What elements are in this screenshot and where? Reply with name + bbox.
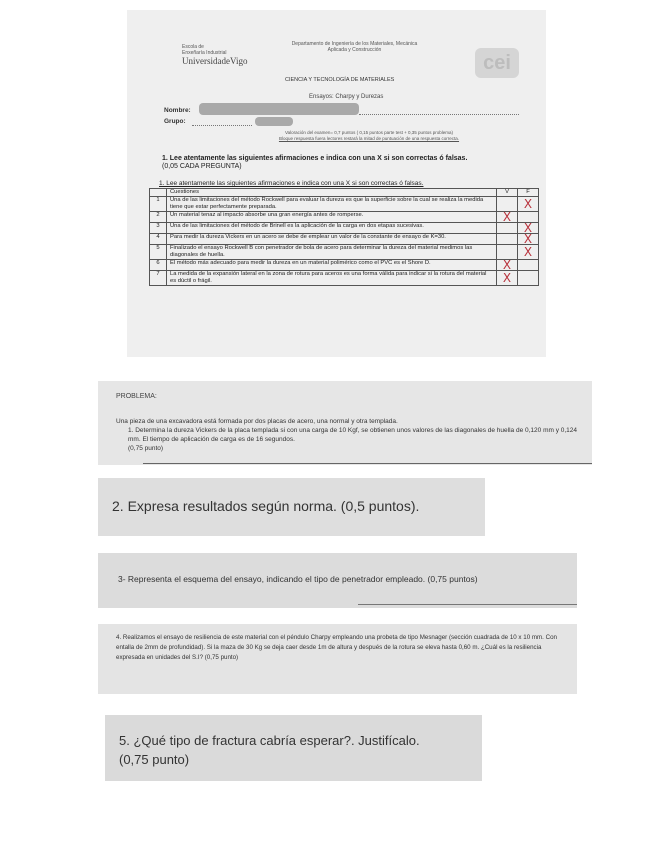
table-title: 1. Lee atentamente las siguientes afirmaciones e indica con una X si son correctas ó falsas.	[159, 180, 424, 187]
problem-item1	[128, 426, 588, 453]
table-row	[150, 197, 539, 212]
department-line2: Aplicada y Construcción	[327, 47, 382, 53]
row-statement: Finalizado el ensayo Rockwell B con penetrador de bola de acero para determinar la dureza del material medimos las diagonales de huella.	[167, 245, 497, 260]
problem-title: PROBLEMA:	[116, 393, 157, 400]
scoring-line2: Bloque respuesta fuera lectores restará la mitad de puntuación de una respuesta correcta.	[278, 135, 460, 141]
table-row	[150, 245, 539, 260]
name-line	[359, 114, 519, 115]
course-title: CIENCIA Y TECNOLOGÍA DE MATERIALES	[285, 77, 395, 83]
group-label: Grupo:	[164, 118, 186, 125]
question1-points: (0,05 CADA PREGUNTA)	[162, 163, 242, 170]
question5-line1: 5. ¿Qué tipo de fractura cabría esperar?. Justifícalo.	[119, 733, 420, 748]
cei-logo: cei	[475, 48, 519, 78]
table-row	[150, 260, 539, 271]
header-questions-cell: Cuestiones	[167, 189, 497, 197]
false-checkbox[interactable]: X	[518, 234, 539, 245]
question4-text: 4. Realizamos el ensayo de resiliencia de este material con el péndulo Charpy empleando una probeta de tipo Mesnager (sección cuadrada de 10 x 10 mm. Con entalla de 2mm de profundidad). Si la maza de 30 Kg se deja caer desde 1m de altura y después de la rotura se eleva hasta 0,60 m. ¿Cuál es la resiliencia expresada en unidades del S.I? (0,75 punto)	[116, 634, 557, 661]
row-statement: Un material tenaz al impacto absorbe una gran energía antes de romperse.	[167, 212, 497, 223]
question5-text	[119, 731, 420, 769]
school-logo-text	[182, 44, 252, 56]
row-number: 3	[150, 223, 167, 234]
true-checkbox[interactable]	[497, 234, 518, 245]
question5-line2: (0,75 punto)	[119, 752, 190, 767]
row-statement: Una de las limitaciones del método de Brinell es la aplicación de la carga en dos etapas sucesivas.	[167, 223, 497, 234]
scoring-note	[239, 130, 499, 141]
header-number-cell	[150, 189, 167, 197]
question3-text: 3- Representa el esquema del ensayo, indicando el tipo de penetrador empleado. (0,75 puntos)	[118, 574, 478, 584]
question4-card	[98, 624, 577, 694]
row-statement: El método más adecuado para medir la dureza en un material polimérico como el PVC es el Shore D.	[167, 260, 497, 271]
true-false-table	[149, 188, 539, 286]
row-number: 4	[150, 234, 167, 245]
false-checkbox[interactable]: X	[518, 223, 539, 234]
header-false-cell: F	[518, 189, 539, 197]
row-number: 5	[150, 245, 167, 260]
question2-text: 2. Expresa resultados según norma. (0,5 puntos).	[112, 498, 420, 514]
table-row	[150, 212, 539, 223]
scoring-line1: Valoración del examen= 0,7 puntos ( 0,15 puntos parte test + 0,35 puntos problema)	[284, 130, 454, 135]
true-checkbox[interactable]: X	[497, 260, 518, 271]
department-header	[272, 41, 437, 53]
question2-card	[98, 478, 485, 536]
table-row	[150, 223, 539, 234]
false-checkbox[interactable]	[518, 260, 539, 271]
question5-card	[105, 715, 482, 781]
separator-line	[143, 463, 592, 464]
row-statement: Una de las limitaciones del método Rockwell para evaluar la dureza es que la superficie sobre la cual se realiza la medida tiene que estar perfectamente preparada.	[167, 197, 497, 212]
question1-text: 1. Lee atentamente las siguientes afirmaciones e indica con una X si son correctas ó falsas.	[162, 155, 468, 162]
question1-instruction	[162, 155, 542, 171]
problem-card	[98, 381, 592, 465]
row-statement: La medida de la expansión lateral en la zona de rotura para aceros es una forma válida para indicar si la rotura del material es dúctil o frágil.	[167, 271, 497, 286]
redacted-group	[255, 117, 293, 126]
problem-item1-text: 1. Determina la dureza Vickers de la placa templada si con una carga de 10 Kgf, se obtienen unos valores de las diagonales de huella de 0,120 mm y 0,124 mm. El tiempo de aplicación de carga es de 16 segundos.	[128, 427, 578, 443]
true-checkbox[interactable]: X	[497, 212, 518, 223]
row-statement: Para medir la dureza Vickers en un acero se debe de emplear un valor de la constante de ensayo de K=30.	[167, 234, 497, 245]
row-number: 7	[150, 271, 167, 286]
school-line2: Enxeñaría Industrial	[182, 50, 227, 56]
row-number: 6	[150, 260, 167, 271]
redacted-name	[199, 103, 359, 115]
question3-card	[98, 553, 577, 608]
problem-item1-points: (0,75 punto)	[128, 445, 164, 452]
separator-line	[358, 604, 577, 605]
table-row	[150, 234, 539, 245]
problem-statement: Una pieza de una excavadora está formada por dos placas de acero, una normal y otra templada.	[116, 418, 398, 425]
school-line1: Escola de	[182, 44, 204, 50]
false-checkbox[interactable]: X	[518, 245, 539, 260]
university-logo: UniversidadeVigo	[182, 56, 248, 66]
table-header-row	[150, 189, 539, 197]
exam-sheet-photo	[127, 10, 546, 357]
row-number: 1	[150, 197, 167, 212]
false-checkbox[interactable]	[518, 271, 539, 286]
true-checkbox[interactable]: X	[497, 271, 518, 286]
false-checkbox[interactable]: X	[518, 197, 539, 212]
header-true-cell: V	[497, 189, 518, 197]
true-checkbox[interactable]	[497, 223, 518, 234]
table-row	[150, 271, 539, 286]
name-label: Nombre:	[164, 107, 191, 114]
tests-subtitle: Ensayos: Charpy y Durezas	[309, 94, 384, 100]
department-line1: Departamento de Ingeniería de los Materiales, Mecánica	[291, 41, 418, 47]
group-line	[192, 125, 252, 126]
row-number: 2	[150, 212, 167, 223]
